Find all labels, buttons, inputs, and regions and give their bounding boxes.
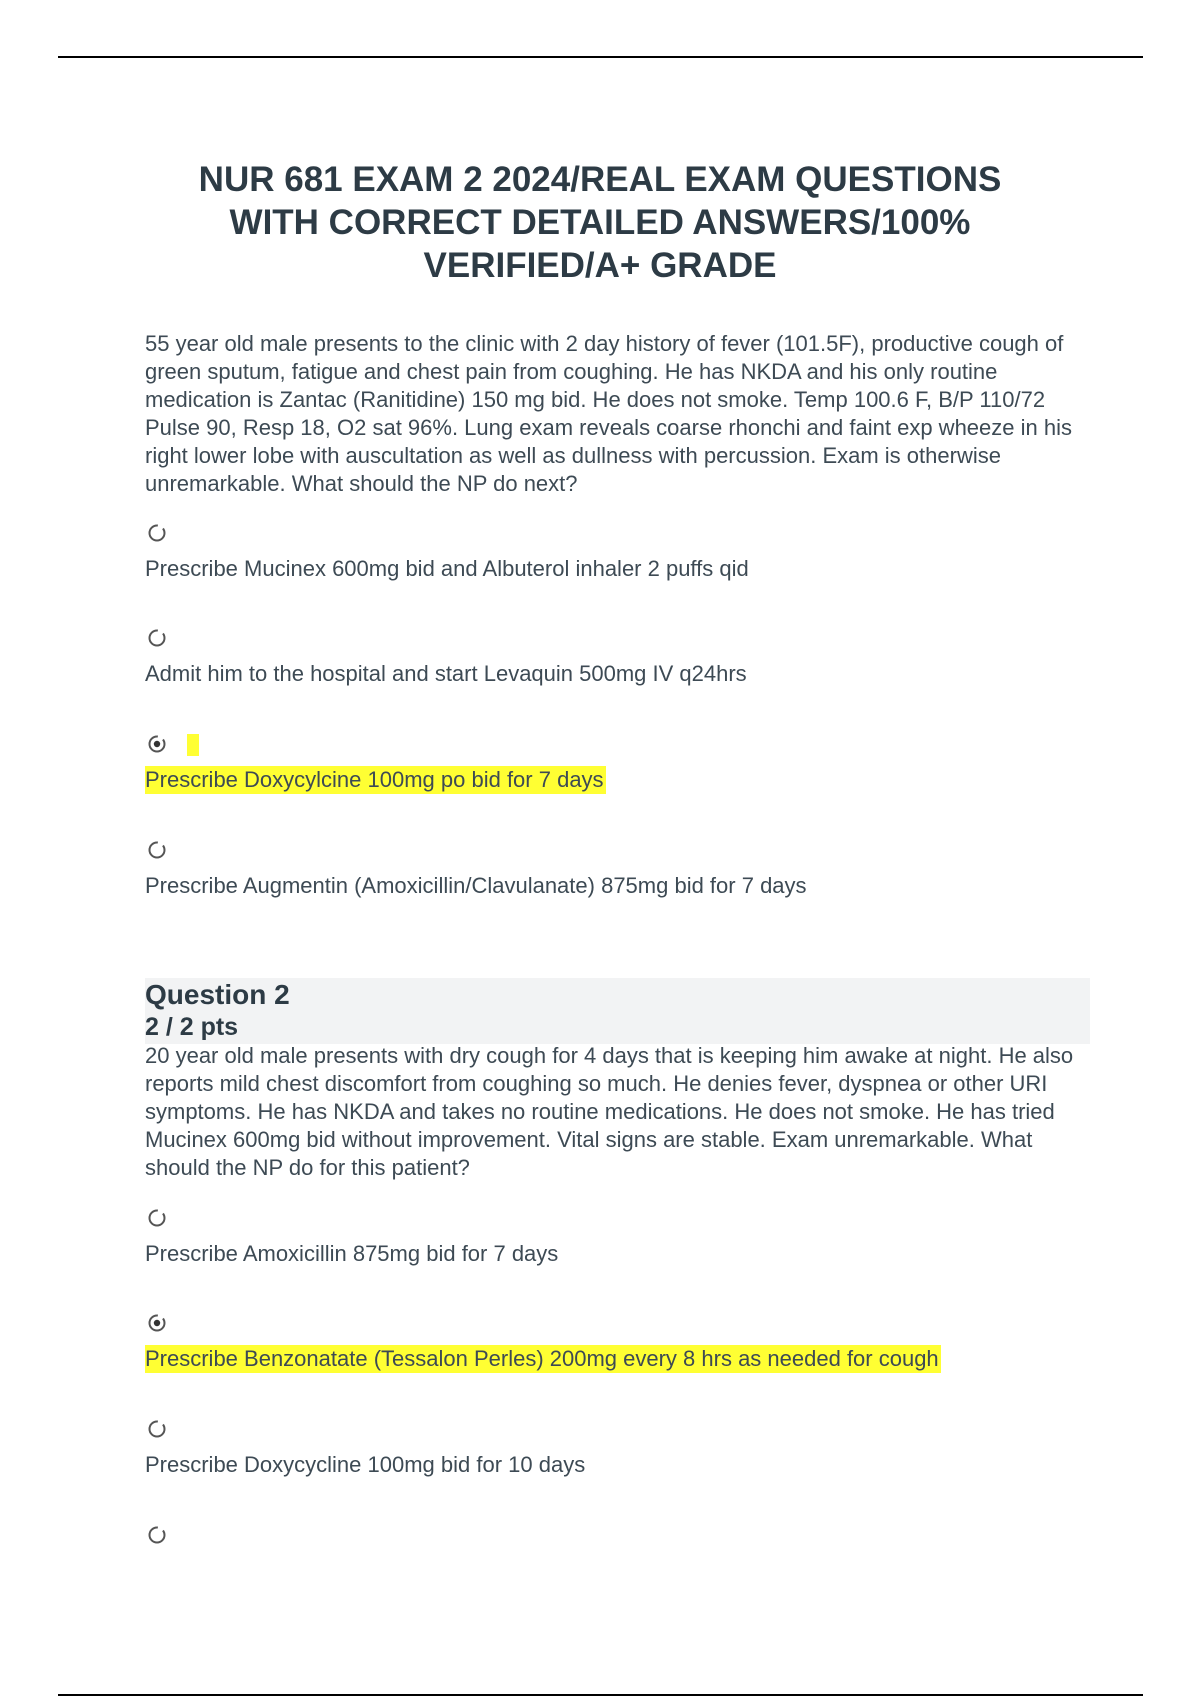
radio-unselected-icon[interactable]: [147, 1419, 167, 1439]
q1-option-1-label: Prescribe Mucinex 600mg bid and Albuterol inhaler 2 puffs qid: [145, 556, 749, 581]
question-1-text: 55 year old male presents to the clinic with 2 day history of fever (101.5F), productive cough of green sputum, fatigue and chest pain from coughing. He has NKDA and his only routine medication is Zantac (Ranitidine) 150 mg bid. He does not smoke. Temp 100.6 F, B/P 110/72 Pulse 90, Resp 18, O2 sat 96%. Lung exam reveals coarse rhonchi and faint exp wheeze in his right lower lobe with auscultation as well as dullness with percussion. Exam is otherwise unremarkable. What should the NP do next?: [145, 331, 1072, 496]
q1-option-4[interactable]: [145, 840, 1105, 900]
radio-selected-icon[interactable]: [147, 734, 167, 754]
q1-option-1[interactable]: [145, 523, 1105, 583]
highlight-mark: [187, 734, 199, 756]
top-rule: [58, 56, 1143, 58]
question-2-number: Question 2: [145, 979, 290, 1010]
bottom-rule: [58, 1694, 1143, 1696]
radio-selected-icon[interactable]: [147, 1313, 167, 1333]
q2-option-2-label: Prescribe Benzonatate (Tessalon Perles) 200mg every 8 hrs as needed for cough: [145, 1346, 939, 1371]
q1-option-2-label: Admit him to the hospital and start Levaquin 500mg IV q24hrs: [145, 661, 747, 686]
radio-unselected-icon[interactable]: [147, 1525, 167, 1545]
q2-option-2[interactable]: [145, 1313, 1105, 1373]
radio-unselected-icon[interactable]: [147, 840, 167, 860]
q1-option-2[interactable]: [145, 628, 1105, 688]
q2-option-4[interactable]: [145, 1525, 1105, 1557]
question-2-text: 20 year old male presents with dry cough for 4 days that is keeping him awake at night. He also reports mild chest discomfort from coughing so much. He denies fever, dyspnea or other URI symptoms. He has NKDA and takes no routine medications. He does not smoke. He has tried Mucinex 600mg bid without improvement. Vital signs are stable. Exam unremarkable. What should the NP do for this patient?: [145, 1043, 1074, 1180]
question-2-points: 2 / 2 pts: [145, 1013, 239, 1041]
radio-unselected-icon[interactable]: [147, 1208, 167, 1228]
radio-unselected-icon[interactable]: [147, 628, 167, 648]
question-2-header: [145, 978, 1090, 1044]
page-title: NUR 681 EXAM 2 2024/REAL EXAM QUESTIONS WITH CORRECT DETAILED ANSWERS/100% VERIFIED/A+ GRADE: [198, 160, 1002, 285]
q2-option-3[interactable]: [145, 1419, 1105, 1479]
q1-option-3-label: Prescribe Doxycylcine 100mg po bid for 7 days: [145, 767, 604, 792]
q1-option-3[interactable]: [145, 734, 1105, 794]
q1-option-4-label: Prescribe Augmentin (Amoxicillin/Clavulanate) 875mg bid for 7 days: [145, 873, 807, 898]
radio-unselected-icon[interactable]: [147, 523, 167, 543]
q2-option-3-label: Prescribe Doxycycline 100mg bid for 10 days: [145, 1452, 586, 1477]
q2-option-1[interactable]: [145, 1208, 1105, 1268]
q2-option-1-label: Prescribe Amoxicillin 875mg bid for 7 days: [145, 1241, 559, 1266]
